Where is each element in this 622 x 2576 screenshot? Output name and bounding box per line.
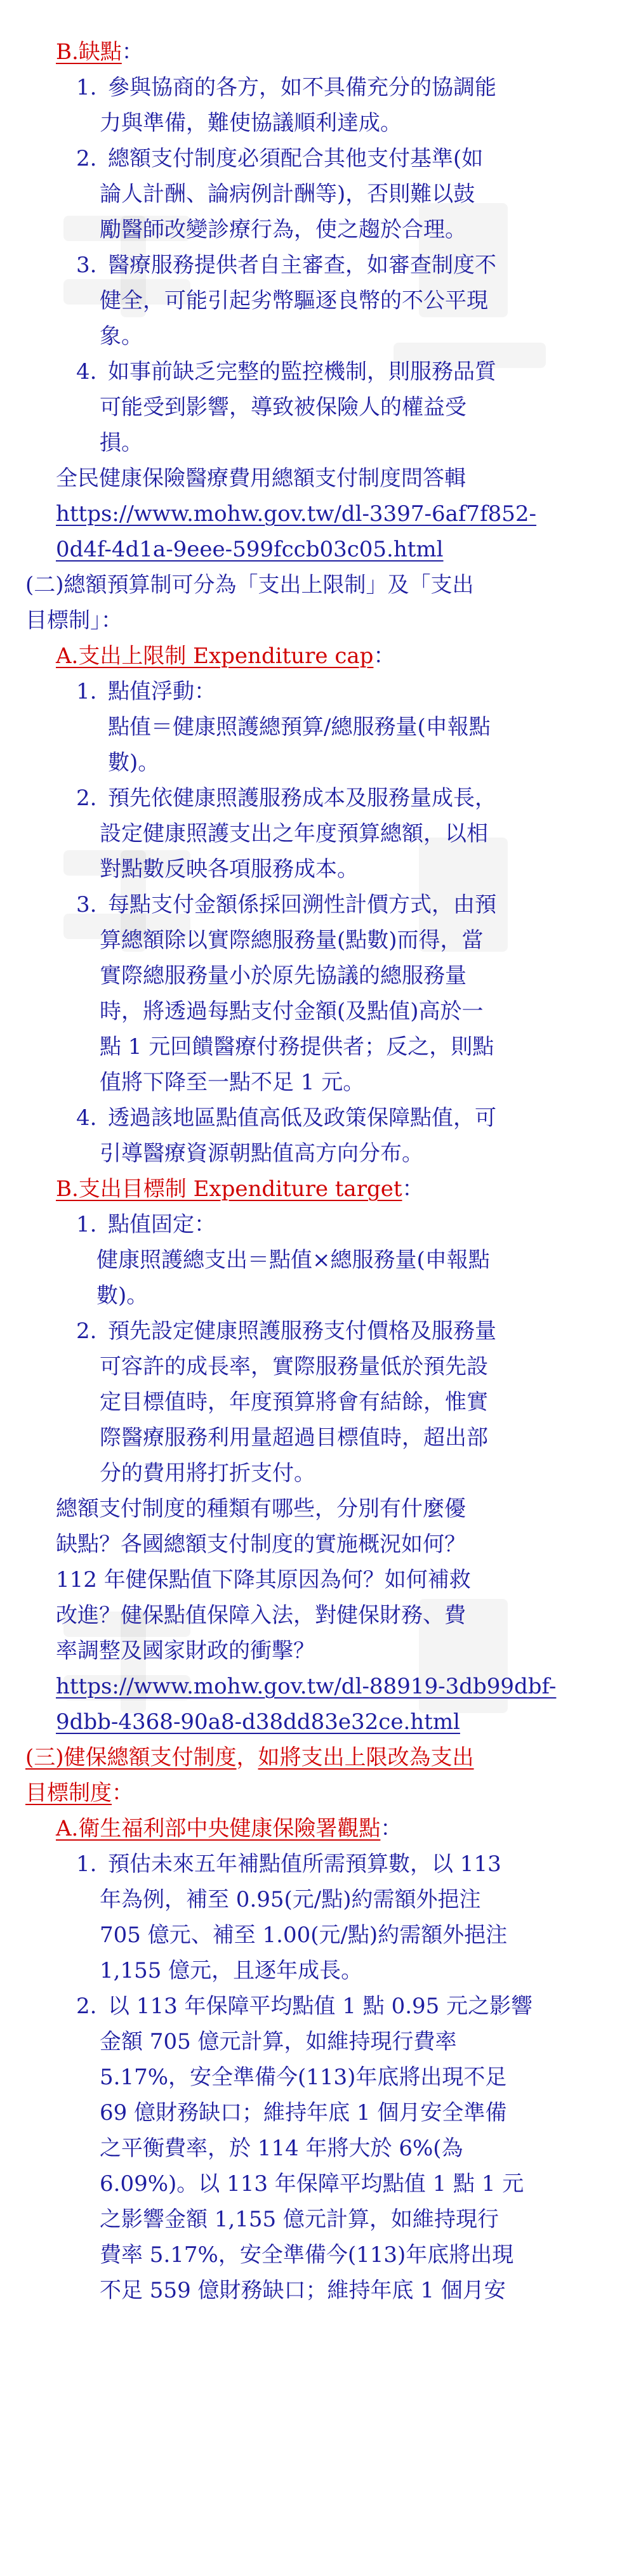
item-text: 預先設定健康照護服務支付價格及服務量 [108,1318,496,1344]
question-reference-link[interactable]: https://www.mohw.gov.tw/dl-88919-3db99dbf- [56,1674,557,1699]
item-text: 力與準備，難使協議順利達成。 [100,110,402,136]
item-text: 象。 [100,324,143,349]
item-text: 點值固定： [108,1212,216,1237]
item-number: 2. [76,785,97,811]
colon: ： [402,1176,424,1202]
section-3-title-end: 目標制度 [25,1780,112,1806]
question-text: 缺點？各國總額支付制度的實施概況如何？ [56,1532,466,1557]
item-text: 健全，可能引起劣幣驅逐良幣的不公平現 [100,288,488,313]
item-text: 勵醫師改變診療行為，使之趨於合理。 [100,217,466,242]
reference-title: 全民健康保險醫療費用總額支付制度問答輯 [56,466,466,491]
item-subtext: 數)。 [96,1283,149,1308]
section-3-nhi-global-budget [25,1740,609,2308]
item-number: 2. [76,1318,97,1344]
section-b-title: B.缺點 [56,39,122,65]
list-item [25,70,609,141]
item-subtext: 健康照護總支出＝點值×總服務量(申報點 [96,1247,490,1273]
item-text: 5.17%，安全準備今(113)年底將出現不足 [100,2065,507,2090]
item-text: 時，將透過每點支付金額(及點值)高於一 [100,999,484,1024]
item-text: 6.09%)。以 113 年保障平均點值 1 點 1 元 [100,2171,524,2197]
section-b-heading [25,34,609,70]
item-text: 不足 559 億財務缺口；維持年底 1 個月安 [100,2278,506,2303]
section-3-title-continued: 如將支出上限改為支出 [258,1745,474,1770]
list-item [25,1846,609,1988]
question-text: 率調整及國家財政的衝擊？ [56,1638,315,1664]
item-text: 參與協商的各方，如不具備充分的協調能 [108,75,496,100]
item-text: 定目標值時，年度預算將會有結餘，惟實 [100,1390,488,1415]
item-text: 總額支付制度必須配合其他支付基準(如 [108,146,484,171]
item-text: 如事前缺乏完整的監控機制，則服務品質 [108,359,496,384]
item-subtext: 數)。 [108,750,160,775]
list-item [25,887,609,1100]
list-item [25,1313,609,1491]
item-text: 預估未來五年補點值所需預算數，以 113 [108,1851,501,1877]
item-text: 值將下降至一點不足 1 元。 [100,1070,365,1095]
expenditure-cap-heading [25,638,609,674]
item-text: 設定健康照護支出之年度預算總額，以相 [100,821,488,846]
item-number: 1. [76,1851,97,1877]
section-2-heading-continued: 目標制」： [25,608,122,633]
item-text: 金額 705 億元計算，如維持現行費率 [100,2029,457,2054]
section-3-title: (三)健保總額支付制度 [25,1745,237,1770]
reference-link[interactable]: https://www.mohw.gov.tw/dl-3397-6af7f852- [56,501,537,527]
expenditure-target-title: B.支出目標制 Expenditure target [56,1176,402,1202]
item-number: 3. [76,253,97,278]
item-text: 可能受到影響，導致被保險人的權益受 [100,395,466,420]
item-text: 年為例，補至 0.95(元/點)約需額外挹注 [100,1887,481,1912]
item-number: 1. [76,679,97,704]
question-text: 112 年健保點值下降其原因為何？如何補救 [56,1567,471,1593]
expenditure-target-heading [25,1171,609,1207]
colon: ： [121,39,143,65]
nhi-viewpoint-title: A.衛生福利部中央健康保險署觀點 [56,1816,381,1841]
item-number: 4. [76,1105,97,1131]
item-text: 透過該地區點值高低及政策保障點值，可 [108,1105,496,1131]
item-text: 費率 5.17%，安全準備今(113)年底將出現 [100,2242,514,2268]
list-item [25,1207,609,1313]
item-text: 每點支付金額係採回溯性計價方式，由預 [108,892,496,917]
colon: ： [112,1780,133,1806]
item-text: 實際總服務量小於原先協議的總服務量 [100,963,466,989]
item-number: 2. [76,146,97,171]
section-3-heading [25,1740,609,1775]
item-text: 之平衡費率，於 114 年將大於 6%(為 [100,2136,463,2161]
section-2-heading: (二)總額預算制可分為「支出上限制」及「支出 [25,572,474,598]
item-text: 69 億財務缺口；維持年底 1 個月安全準備 [100,2100,507,2126]
item-text: 損。 [100,430,143,456]
colon: ： [380,1816,402,1841]
section-b-disadvantages [25,0,609,567]
nhi-viewpoint-heading [25,1811,609,1846]
item-text: 醫療服務提供者自主審查，如審查制度不 [108,253,496,278]
section-2-budget-types [25,567,609,1740]
item-number: 2. [76,1994,97,2019]
comma: ， [236,1745,258,1770]
question-paragraph [25,1491,609,1669]
item-text: 對點數反映各項服務成本。 [100,857,359,882]
item-text: 1,155 億元，且逐年成長。 [100,1958,363,1983]
list-item [25,1988,609,2308]
list-item [25,247,609,354]
item-text: 之影響金額 1,155 億元計算，如維持現行 [100,2207,499,2232]
question-reference-link-continued[interactable]: 9dbb-4368-90a8-d38dd83e32ce.html [56,1709,460,1735]
item-text: 算總額除以實際總服務量(點數)而得，當 [100,928,484,953]
list-item [25,674,609,780]
item-subtext: 點值＝健康照護總預算/總服務量(申報點 [108,714,491,740]
item-number: 3. [76,892,97,917]
item-number: 1. [76,75,97,100]
item-number: 4. [76,359,97,384]
item-number: 1. [76,1212,97,1237]
item-text: 以 113 年保障平均點值 1 點 0.95 元之影響 [108,1994,533,2019]
list-item [25,780,609,887]
item-text: 705 億元、補至 1.00(元/點)約需額外挹注 [100,1922,508,1948]
section-3-heading-line2 [25,1775,609,1811]
item-text: 點值浮動： [108,679,216,704]
question-text: 改進？健保點值保障入法，對健保財務、費 [56,1603,466,1628]
item-text: 際醫療服務利用量超過目標值時，超出部 [100,1425,488,1450]
expenditure-cap-title: A.支出上限制 Expenditure cap [56,643,374,669]
colon: ： [373,643,395,669]
list-item [25,1100,609,1171]
list-item [25,354,609,461]
item-text: 分的費用將打折支付。 [100,1461,315,1486]
item-text: 引導醫療資源朝點值高方向分布。 [100,1141,423,1166]
list-item [25,141,609,247]
item-text: 點 1 元回饋醫療付務提供者；反之，則點 [100,1034,494,1060]
question-text: 總額支付制度的種類有哪些，分別有什麼優 [56,1496,466,1521]
item-text: 預先依健康照護服務成本及服務量成長， [108,785,496,811]
item-text: 論人計酬、論病例計酬等)，否則難以鼓 [100,181,475,207]
reference-link-continued[interactable]: 0d4f-4d1a-9eee-599fccb03c05.html [56,537,444,562]
item-text: 可容許的成長率，實際服務量低於預先設 [100,1354,488,1379]
